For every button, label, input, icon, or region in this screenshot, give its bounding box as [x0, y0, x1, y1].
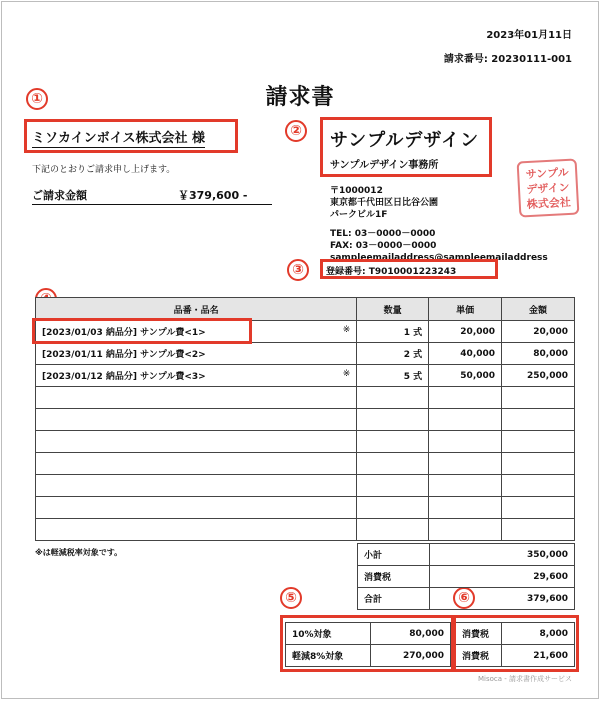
table-row [36, 409, 575, 431]
email: sampleemailaddress@sampleemailaddress [330, 253, 548, 263]
marker-2: ② [285, 120, 307, 142]
subtotal-label: 小計 [358, 544, 430, 566]
tax-label: 消費税 [358, 566, 430, 588]
tax-value: 29,600 [429, 566, 574, 588]
item-unit-price: 20,000 [429, 321, 502, 343]
issuer-address [330, 185, 438, 221]
invoice-number: 請求番号: 20230111-001 [443, 54, 572, 65]
item-unit-price [429, 519, 502, 541]
marker-1: ① [26, 88, 48, 110]
item-quantity [357, 475, 429, 497]
summary-table [357, 543, 575, 610]
item-name [36, 497, 357, 519]
summary-row [358, 544, 575, 566]
invoice-page [1, 1, 599, 699]
tax-base-value: 80,000 [371, 623, 451, 645]
fax: FAX: 03－0000－0000 [330, 241, 437, 251]
table-row [36, 431, 575, 453]
item-name [36, 387, 357, 409]
item-name [36, 431, 357, 453]
marker-6: ⑥ [453, 587, 475, 609]
footer-branding: Misoca - 請求書作成サービス [477, 675, 572, 683]
item-quantity [357, 519, 429, 541]
item-quantity: 1 式 [357, 321, 429, 343]
item-name [36, 343, 357, 365]
item-amount [502, 431, 575, 453]
table-row [36, 475, 575, 497]
item-unit-price [429, 453, 502, 475]
tax-base-highlight-box [280, 615, 456, 672]
issuer-office: サンプルデザイン事務所 [330, 160, 439, 171]
item-name-text: [2023/01/11 納品分] サンプル費<2> [42, 350, 206, 360]
page-title: 請求書 [265, 85, 335, 110]
tax-base-value: 270,000 [371, 645, 451, 667]
summary-row [358, 566, 575, 588]
tax-base-label: 10%対象 [286, 623, 371, 645]
item-quantity [357, 497, 429, 519]
item-name [36, 519, 357, 541]
reduced-tax-mark: ※ [342, 369, 351, 379]
marker-3: ③ [287, 259, 309, 281]
seal-line: 株式会社 [526, 195, 572, 211]
marker-5: ⑤ [280, 587, 302, 609]
item-quantity [357, 453, 429, 475]
total-amount-value: ￥379,600 - [178, 189, 248, 202]
item-amount: 80,000 [502, 343, 575, 365]
company-seal [517, 158, 580, 217]
item-name-text: [2023/01/12 納品分] サンプル費<3> [42, 372, 206, 382]
tax-base-label: 軽減8%対象 [286, 645, 371, 667]
item-name [36, 475, 357, 497]
item-unit-price [429, 431, 502, 453]
seal-line: サンプル [525, 165, 570, 181]
item-amount [502, 497, 575, 519]
tax-amount-value: 21,600 [501, 645, 574, 667]
item-amount [502, 475, 575, 497]
table-row [36, 387, 575, 409]
item-quantity: 2 式 [357, 343, 429, 365]
header-unit-price: 単価 [429, 298, 502, 321]
tax-amount-label: 消費税 [456, 645, 502, 667]
invoice-date: 2023年01月11日 [486, 30, 572, 41]
table-row [36, 343, 575, 365]
item-unit-price [429, 387, 502, 409]
item-amount: 20,000 [502, 321, 575, 343]
tax-amount-value: 8,000 [501, 623, 574, 645]
lead-text: 下記のとおりご請求申し上げます。 [32, 165, 176, 175]
item-amount [502, 409, 575, 431]
client-name: ミソカインボイス株式会社 様 [32, 127, 205, 148]
grand-total-value: 379,600 [429, 588, 574, 610]
header-quantity: 数量 [357, 298, 429, 321]
seal-line: デザイン [526, 180, 570, 196]
item-quantity [357, 387, 429, 409]
item-unit-price: 40,000 [429, 343, 502, 365]
item-amount [502, 519, 575, 541]
item-unit-price [429, 475, 502, 497]
item-amount: 250,000 [502, 365, 575, 387]
item-amount [502, 453, 575, 475]
tax-amount-label: 消費税 [456, 623, 502, 645]
total-amount-label: ご請求金額 [32, 189, 87, 202]
header-item-name: 品番・品名 [36, 298, 357, 321]
table-row [36, 365, 575, 387]
issuer-logo: サンプルデザイン [330, 130, 480, 151]
item-quantity [357, 409, 429, 431]
registration-number: 登録番号: T9010001223243 [326, 267, 457, 277]
address-line-2: パークビル1F [330, 210, 388, 220]
table-row [36, 453, 575, 475]
address-line-1: 東京都千代田区日比谷公園 [330, 198, 439, 208]
item-amount [502, 387, 575, 409]
item-name [36, 409, 357, 431]
line-item-highlight-box [32, 318, 252, 344]
summary-row [358, 588, 575, 610]
tel: TEL: 03－0000－0000 [330, 229, 436, 239]
item-quantity: 5 式 [357, 365, 429, 387]
item-unit-price [429, 409, 502, 431]
item-name [36, 365, 357, 387]
subtotal-value: 350,000 [429, 544, 574, 566]
item-name [36, 453, 357, 475]
item-unit-price [429, 497, 502, 519]
table-row [36, 519, 575, 541]
tax-amount-highlight-box [451, 615, 579, 672]
reduced-tax-mark: ※ [342, 325, 351, 335]
item-name-text: [2023/01/03 納品分] サンプル費<1> [42, 328, 206, 338]
total-underline [32, 204, 272, 205]
grand-total-label: 合計 [358, 588, 430, 610]
header-amount: 金額 [502, 298, 575, 321]
item-quantity [357, 431, 429, 453]
reduced-tax-note: ※は軽減税率対象です。 [35, 548, 123, 557]
item-unit-price: 50,000 [429, 365, 502, 387]
postal-code: 〒1000012 [330, 186, 383, 196]
table-row [36, 497, 575, 519]
